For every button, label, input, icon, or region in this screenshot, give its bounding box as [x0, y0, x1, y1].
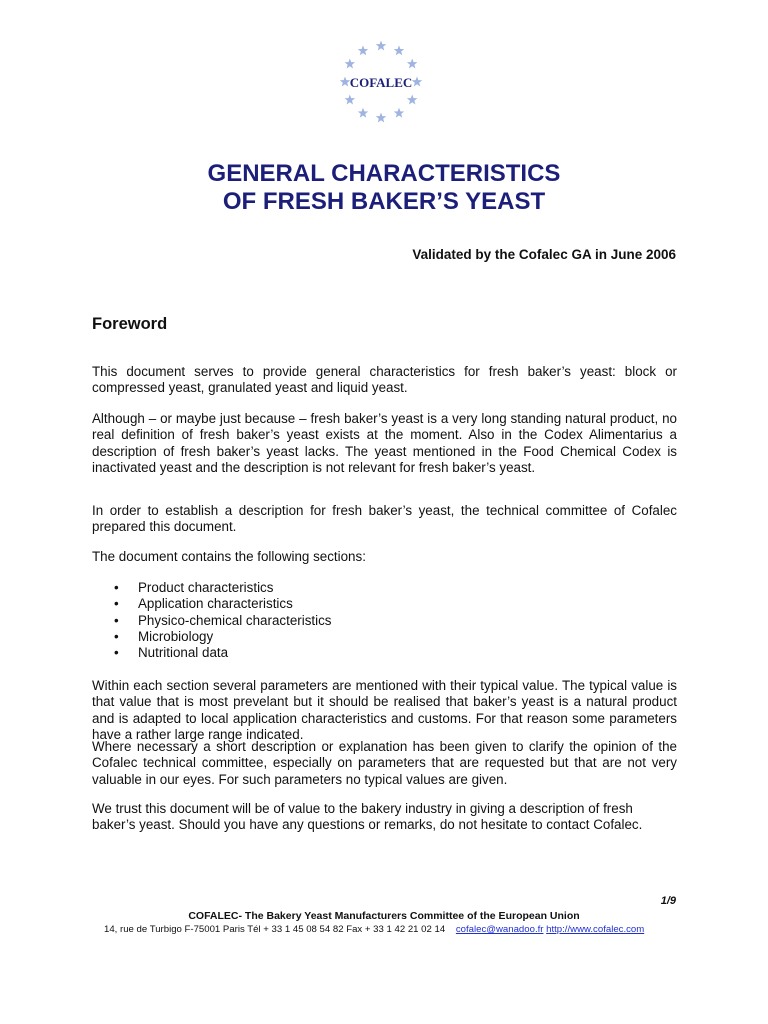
logo-star-icon	[358, 108, 368, 118]
list-item-label: Product characteristics	[138, 580, 274, 595]
logo-star-icon	[407, 95, 417, 105]
sections-list	[92, 580, 331, 661]
bullet-icon: •	[114, 612, 119, 628]
document-title-line-1: GENERAL CHARACTERISTICS	[207, 160, 561, 187]
foreword-heading: Foreword	[92, 315, 168, 333]
logo-star-icon	[345, 95, 355, 105]
bullet-icon: •	[114, 628, 119, 644]
paragraph-typical-values: Within each section several parameters are mentioned with their typical value. The typical value is that value that is most prevelant but it should be realised that baker’s yeast is a natural product and is adapted to local application characteristics and customs. For that reason some parameters have a rather large range indicated.	[92, 678, 677, 742]
footer-email-link[interactable]: cofalec@wanadoo.fr	[455, 924, 544, 935]
list-item-label: Application characteristics	[138, 596, 293, 612]
bullet-icon: •	[114, 645, 119, 661]
logo-star-icon	[376, 41, 386, 51]
logo-star-icon	[394, 45, 404, 55]
list-item	[92, 613, 331, 629]
list-item	[92, 596, 331, 612]
bullet-icon: •	[114, 596, 119, 612]
logo-star-icon	[358, 45, 368, 55]
logo-star-icon	[407, 59, 417, 69]
bullet-icon: •	[114, 580, 119, 595]
list-item-label: Physico-chemical characteristics	[138, 612, 332, 628]
list-item-label: Nutritional data	[138, 645, 229, 661]
footer-organization: COFALEC- The Bakery Yeast Manufacturers Committee of the European Union	[188, 910, 580, 922]
footer-website-link[interactable]: http://www.cofalec.com	[546, 924, 645, 935]
document-title-line-2: OF FRESH BAKER’S YEAST	[222, 188, 546, 215]
paragraph-sections-intro: The document contains the following sections:	[92, 549, 366, 564]
list-item	[92, 645, 331, 661]
logo-star-icon	[412, 77, 422, 87]
footer-address: 14, rue de Turbigo F-75001 Paris Tél + 33 1 45 08 54 82 Fax + 33 1 42 21 02 14	[104, 924, 446, 935]
list-item	[92, 580, 331, 596]
footer-contact-line	[104, 924, 644, 935]
paragraph-background: Although – or maybe just because – fresh baker’s yeast is a very long standing natural product, no real definition of fresh baker’s yeast exists at the moment. Also in the Codex Alimentarius a description of fresh baker’s yeast lacks. The yeast mentioned in the Food Chemical Codex is inactivated yeast and the description is not relevant for fresh baker’s yeast.	[92, 411, 677, 475]
validation-note: Validated by the Cofalec GA in June 2006	[412, 247, 676, 262]
page-number: 1/9	[660, 895, 676, 907]
list-item-label: Microbiology	[138, 628, 214, 644]
logo-star-icon	[340, 77, 350, 87]
cofalec-logo	[336, 38, 426, 126]
list-item	[92, 629, 331, 645]
paragraph-purpose: In order to establish a description for fresh baker’s yeast, the technical committee of Cofalec prepared this document.	[92, 503, 677, 535]
logo-star-icon	[394, 108, 404, 118]
logo-wordmark: COFALEC	[349, 75, 413, 90]
logo-star-icon	[345, 59, 355, 69]
paragraph-closing: We trust this document will be of value to the bakery industry in giving a description of fresh baker’s yeast. Should you have any questions or remarks, do not hesitate to contact Cofalec.	[92, 801, 643, 833]
paragraph-explanations: Where necessary a short description or explanation has been given to clarify the opinion of the Cofalec technical committee, especially on parameters that are requested but that are not very valuable in our eyes. For such parameters no typical values are given.	[92, 739, 677, 787]
logo-star-icon	[376, 113, 386, 123]
paragraph-scope: This document serves to provide general characteristics for fresh baker’s yeast: block or compressed yeast, granulated yeast and liquid yeast.	[92, 364, 677, 396]
